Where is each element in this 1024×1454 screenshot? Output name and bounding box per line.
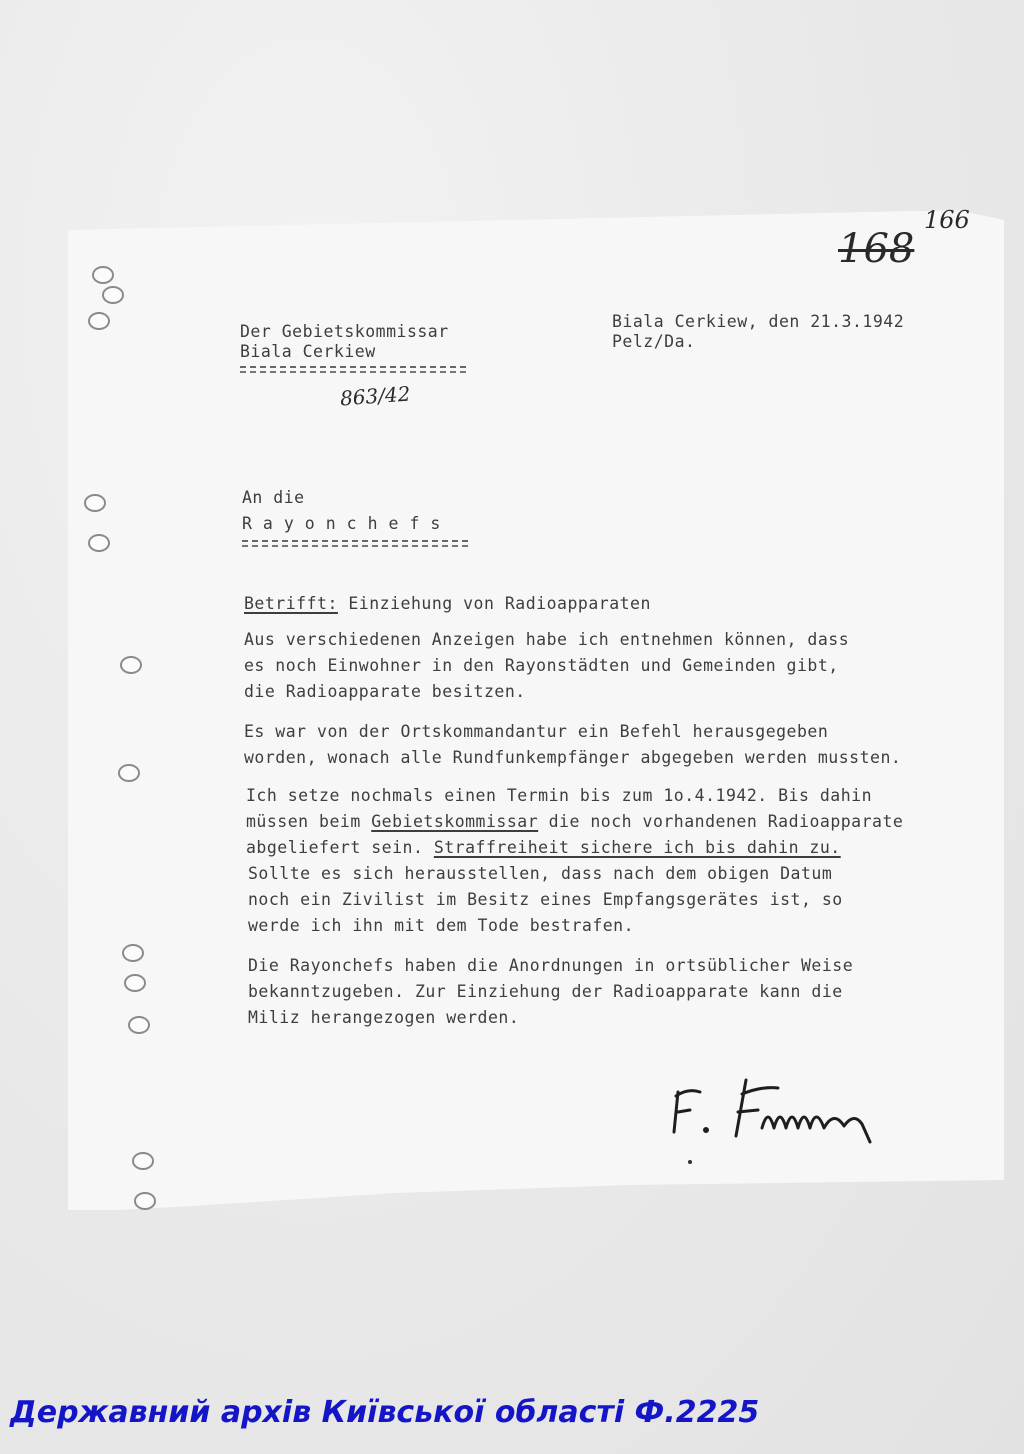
subject-line [244, 594, 651, 614]
punch-hole [102, 286, 124, 304]
punch-hole [84, 494, 106, 512]
straffreiheit-underlined: Straffreiheit sichere ich bis dahin zu. [433, 838, 841, 857]
paragraph-4-line-1: Die Rayonchefs haben die Anordnungen in ortsüblicher Weise [248, 956, 854, 975]
paragraph-3-line-3 [246, 838, 841, 858]
paragraph-1-line-2: es noch Einwohner in den Rayonstädten und Gemeinden gibt, [244, 656, 839, 675]
place-date-line-2: Pelz/Da. [612, 332, 696, 351]
punch-hole [122, 944, 144, 962]
recipient-underline [242, 540, 468, 547]
sender-line-1: Der Gebietskommissar [240, 322, 449, 341]
punch-hole [118, 764, 140, 782]
punch-hole [88, 534, 110, 552]
paragraph-2-line-2: worden, wonach alle Rundfunkempfänger abgegeben werden mussten. [244, 748, 902, 767]
paragraph-3-line-4: Sollte es sich herausstellen, dass nach dem obigen Datum [248, 864, 833, 883]
place-date-line-1: Biala Cerkiew, den 21.3.1942 [612, 312, 905, 331]
paragraph-1-line-1: Aus verschiedenen Anzeigen habe ich entnehmen können, dass [244, 630, 850, 649]
sender-line-2: Biala Cerkiew [240, 342, 376, 361]
punch-hole [134, 1192, 156, 1210]
paragraph-4-line-2: bekanntzugeben. Zur Einziehung der Radioapparate kann die [248, 982, 843, 1001]
paragraph-1-line-3: die Radioapparate besitzen. [244, 682, 526, 701]
punch-hole [124, 974, 146, 992]
punch-hole [88, 312, 110, 330]
recipient-line-1: An die [242, 488, 305, 507]
subject-text: Einziehung von Radioapparaten [348, 594, 651, 613]
paragraph-3-line-3-start: abgeliefert sein. [246, 838, 434, 857]
punch-hole [92, 266, 114, 284]
archive-number-new: 166 [924, 206, 970, 234]
punch-hole [132, 1152, 154, 1170]
punch-hole [128, 1016, 150, 1034]
subject-label: Betrifft: [244, 594, 338, 613]
document-sheet [68, 210, 1004, 1210]
punch-hole [120, 656, 142, 674]
paragraph-2-line-1: Es war von der Ortskommandantur ein Befehl herausgegeben [244, 722, 829, 741]
ink-dot [688, 1160, 692, 1164]
reference-number: 863/42 [339, 381, 412, 411]
paragraph-3-line-1: Ich setze nochmals einen Termin bis zum 1o.4.1942. Bis dahin [246, 786, 873, 805]
paragraph-3-line-2 [246, 812, 903, 832]
archive-number-struck: 168 [838, 226, 915, 272]
archive-caption: Державний архів Київської області Ф.2225 [10, 1395, 760, 1430]
recipient-line-2: Rayonchefs [242, 514, 452, 533]
sender-underline [240, 366, 466, 373]
paragraph-3-line-2-end: die noch vorhandenen Radioapparate [538, 812, 904, 831]
paragraph-4-line-3: Miliz herangezogen werden. [248, 1008, 520, 1027]
handwritten-signature [664, 1066, 904, 1146]
paragraph-3-line-2-start: müssen beim [246, 812, 372, 831]
paragraph-3-line-5: noch ein Zivilist im Besitz eines Empfangsgerätes ist, so [248, 890, 843, 909]
gebietskommissar-underlined: Gebietskommissar [371, 812, 539, 831]
paragraph-3-line-6: werde ich ihn mit dem Tode bestrafen. [248, 916, 635, 935]
